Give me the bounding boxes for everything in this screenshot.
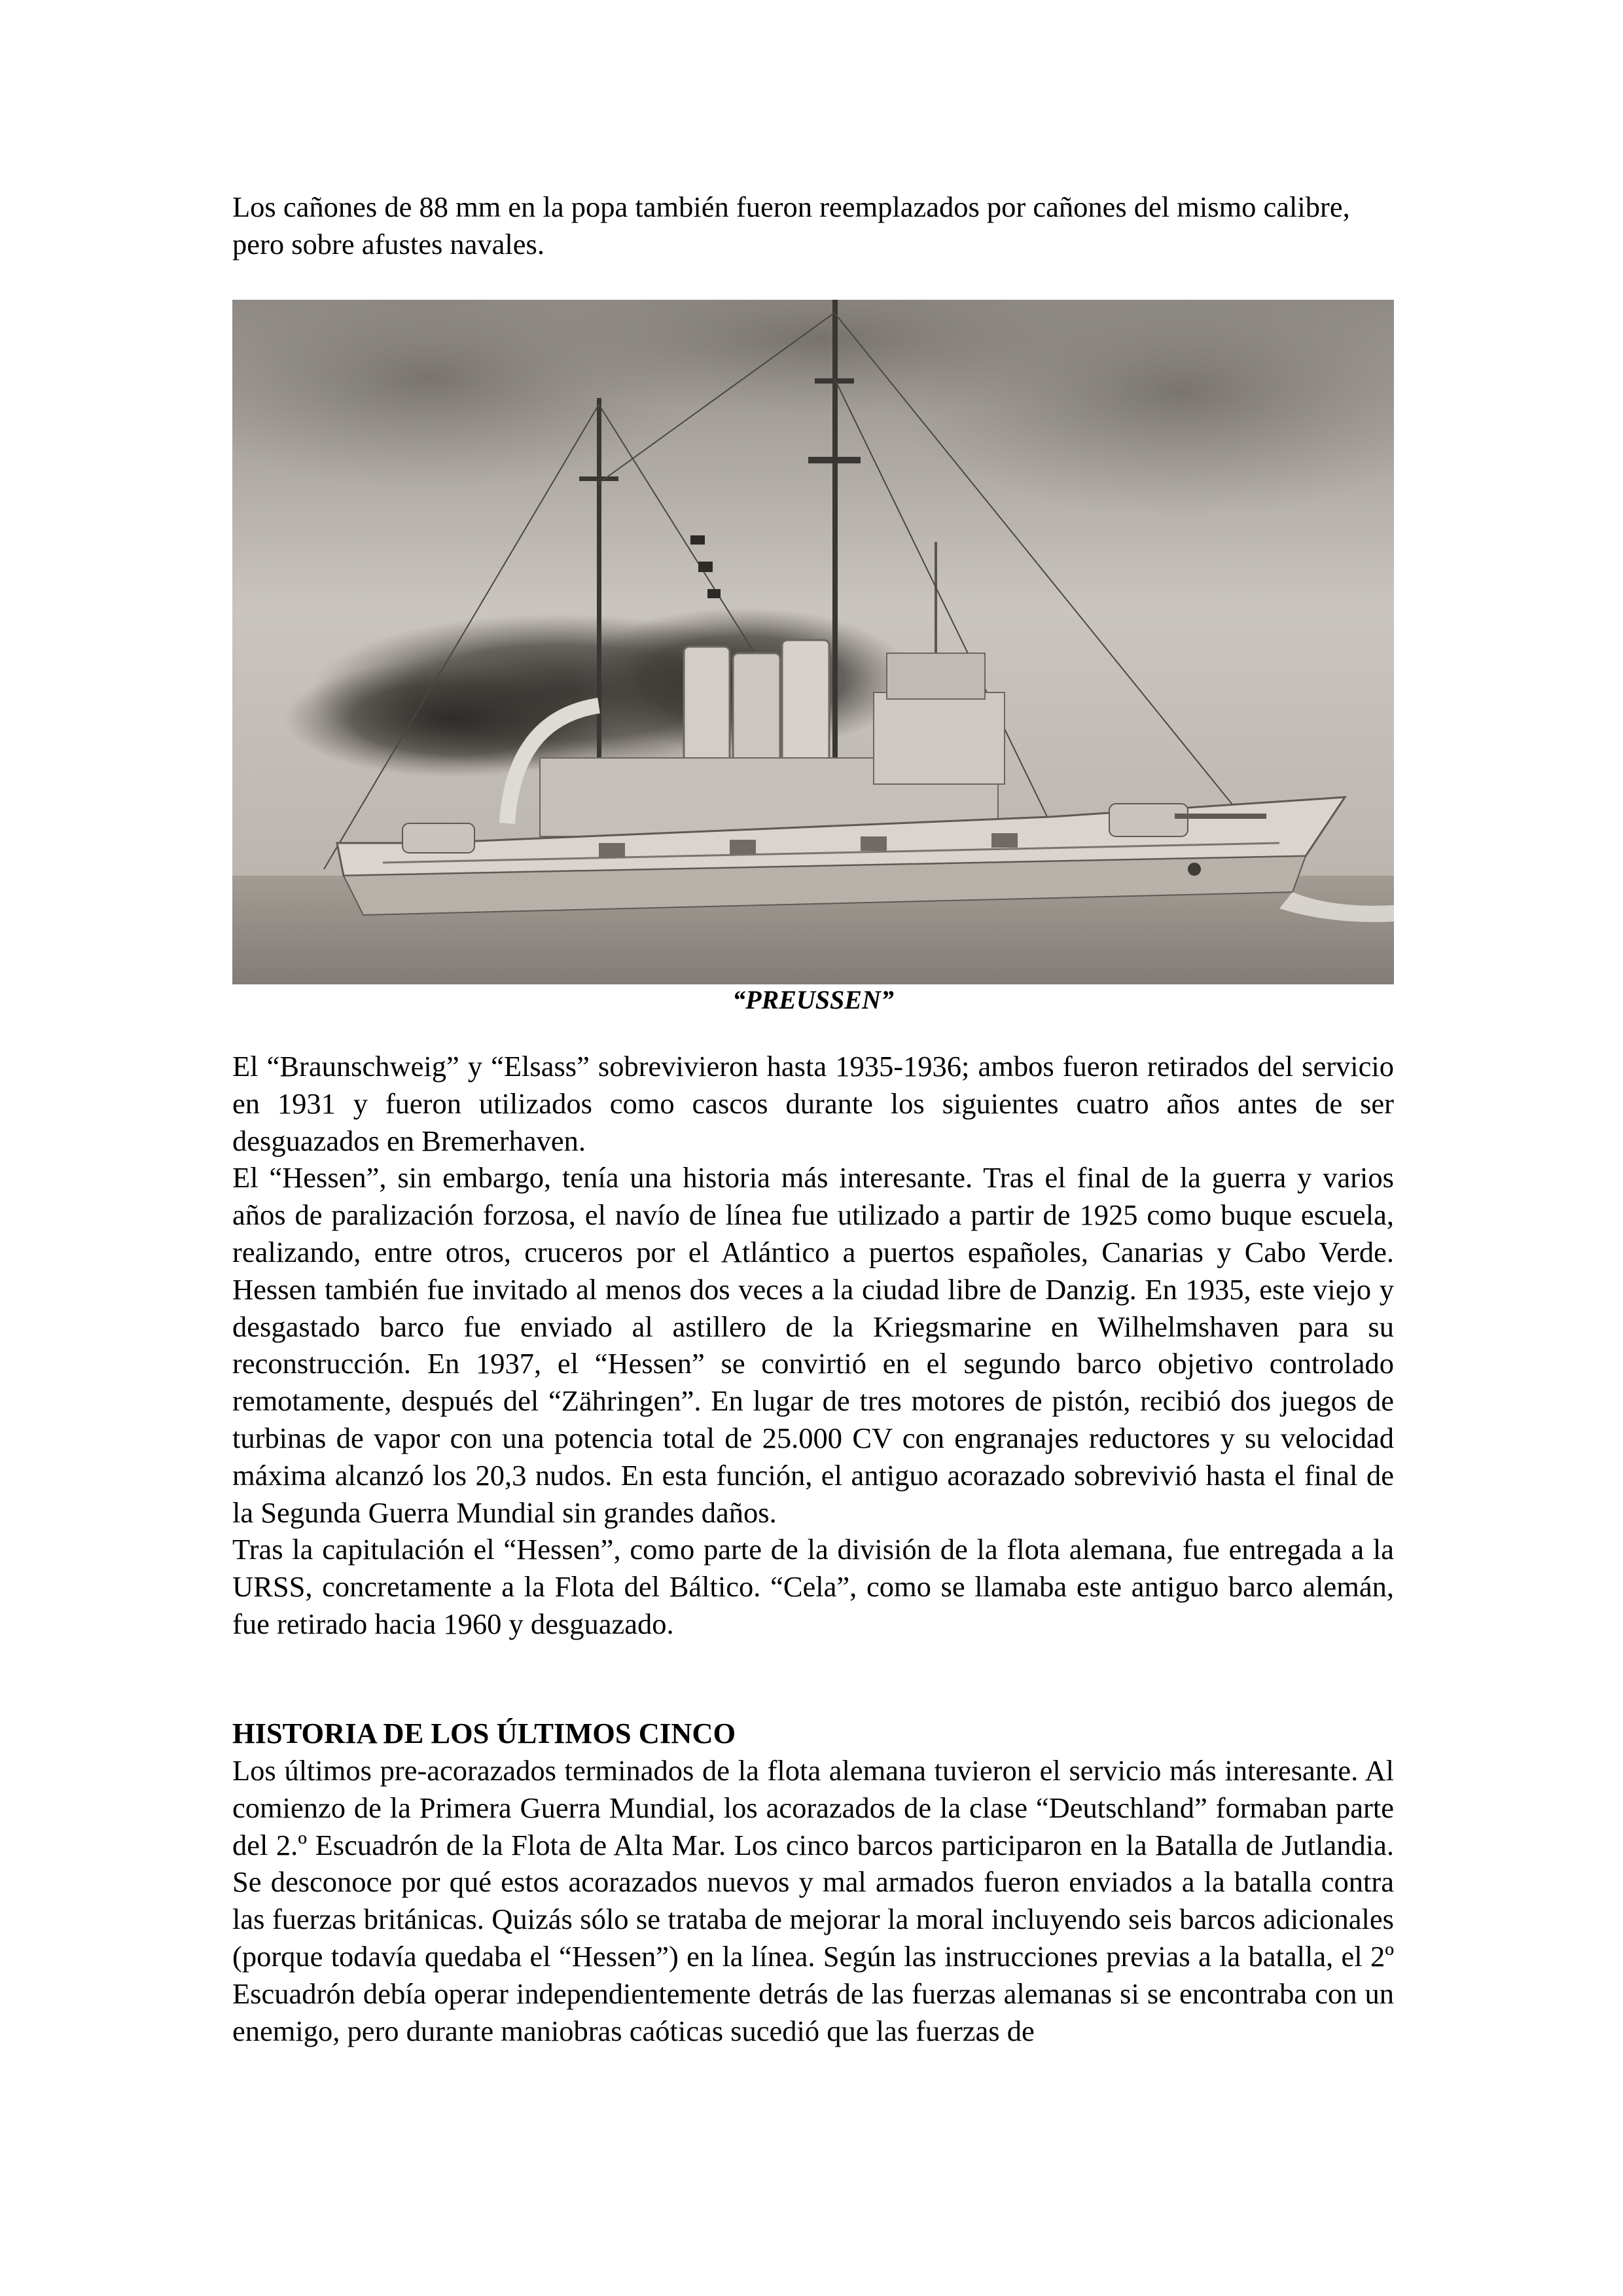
section-body — [232, 1752, 1394, 2049]
photo-caption: “PREUSSEN” — [732, 985, 894, 1014]
main-body — [232, 1048, 1394, 1643]
paragraph-last-five: Los últimos pre-acorazados terminados de la flota alemana tuvieron el servicio más interesante. Al comienzo de la Primera Guerra Mundial, los acorazados de la clase “Deutschland” formaban parte del 2.º Escuadrón de la Flota de Alta Mar. Los cinco barcos participaron en la Batalla de Jutlandia. Se desconoce por qué estos acorazados nuevos y mal armados fueron enviados a la batalla contra las fuerzas británicas. Quizás sólo se trataba de mejorar la moral incluyendo seis barcos adicionales (porque todavía quedaba el “Hessen”) en la línea. Según las instrucciones previas a la batalla, el 2º Escuadrón debía operar independientemente detrás de las fuerzas alemanas si se encontraba con un enemigo, pero durante maniobras caóticas sucedió que las fuerzas de — [232, 1754, 1394, 2047]
paragraph-capitulation: Tras la capitulación el “Hessen”, como parte de la división de la flota alemana, fue entregada a la URSS, concretamente a la Flota del Báltico. “Cela”, como se llamaba este antiguo barco alemán, fue retirado hacia 1960 y desguazado. — [232, 1533, 1394, 1640]
paragraph-braunschweig: El “Braunschweig” y “Elsass” sobrevivieron hasta 1935-1936; ambos fueron retirados del servicio en 1931 y fueron utilizados como cascos durante los siguientes cuatro años antes de ser desguazados en Bremerhaven. — [232, 1050, 1394, 1157]
ship-photo — [232, 300, 1394, 984]
intro-text: Los cañones de 88 mm en la popa también fueron reemplazados por cañones del mismo calibre, pero sobre afustes navales. — [232, 190, 1350, 260]
section-heading: HISTORIA DE LOS ÚLTIMOS CINCO — [232, 1717, 736, 1749]
paragraph-hessen: El “Hessen”, sin embargo, tenía una historia más interesante. Tras el final de la guerra y varios años de paralización forzosa, el navío de línea fue utilizado a partir de 1925 como buque escuela, realizando, entre otros, cruceros por el Atlántico a puertos españoles, Canarias y Cabo Verde. Hessen también fue invitado al menos dos veces a la ciudad libre de Danzig. En 1935, este viejo y desgastado barco fue enviado al astillero de la Kriegsmarine en Wilhelmshaven para su reconstrucción. En 1937, el “Hessen” se convirtió en el segundo barco objetivo controlado remotamente, después del “Zähringen”. En lugar de tres motores de pistón, recibió dos juegos de turbinas de vapor con una potencia total de 25.000 CV con engranajes reductores y su velocidad máxima alcanzó los 20,3 nudos. En esta función, el antiguo acorazado sobrevivió hasta el final de la Segunda Guerra Mundial sin grandes daños. — [232, 1161, 1394, 1529]
intro-paragraph — [232, 188, 1394, 263]
